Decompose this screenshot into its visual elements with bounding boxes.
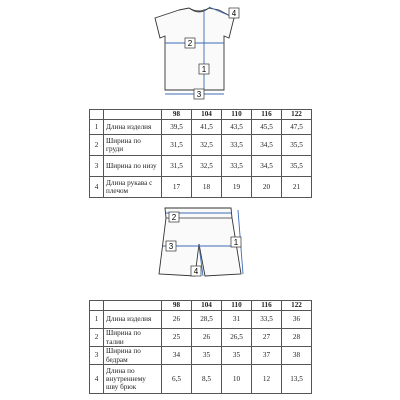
cell-value: 31	[222, 311, 252, 329]
table-row	[90, 311, 312, 329]
tshirt-marker-4	[229, 8, 239, 18]
cell-value: 28,5	[192, 311, 222, 329]
row-label: Длина изделия	[104, 120, 162, 135]
tshirt-outline	[155, 8, 234, 90]
table-header-row	[90, 110, 312, 120]
cell-value: 27	[252, 329, 282, 347]
cell-value: 32,5	[192, 156, 222, 177]
row-label: Ширина по низу	[104, 156, 162, 177]
cell-value: 36	[282, 311, 312, 329]
cell-value: 18	[192, 177, 222, 198]
cell-value: 28	[282, 329, 312, 347]
header-size: 122	[282, 110, 312, 120]
row-number: 3	[90, 156, 104, 177]
cell-value: 32,5	[192, 135, 222, 156]
header-size: 116	[252, 110, 282, 120]
cell-value: 35	[222, 347, 252, 365]
row-number: 2	[90, 329, 104, 347]
cell-value: 21	[282, 177, 312, 198]
table-header-row	[90, 301, 312, 311]
header-empty	[104, 301, 162, 311]
row-number: 1	[90, 311, 104, 329]
tshirt-marker-2	[185, 38, 195, 48]
header-empty	[104, 110, 162, 120]
row-label: Ширина по талии	[104, 329, 162, 347]
table-row	[90, 329, 312, 347]
svg-text:1: 1	[201, 65, 207, 74]
cell-value: 39,5	[162, 120, 192, 135]
tshirt-svg	[132, 4, 266, 100]
cell-value: 25	[162, 329, 192, 347]
row-label: Длина изделия	[104, 311, 162, 329]
cell-value: 33,5	[222, 135, 252, 156]
cell-value: 26	[192, 329, 222, 347]
cell-value: 33,5	[252, 311, 282, 329]
row-label: Длина по внутреннему шву брюк	[104, 365, 162, 394]
row-number: 4	[90, 365, 104, 394]
tshirt-marker-1	[199, 64, 209, 74]
header-size: 104	[192, 110, 222, 120]
row-number: 4	[90, 177, 104, 198]
shorts-marker-1	[231, 237, 241, 247]
tshirt-size-table	[89, 109, 312, 198]
tshirt-measurement-diagram	[132, 4, 266, 100]
shorts-marker-4	[191, 266, 201, 276]
cell-value: 6,5	[162, 365, 192, 394]
cell-value: 33,5	[222, 156, 252, 177]
cell-value: 34	[162, 347, 192, 365]
header-empty	[90, 110, 104, 120]
tshirt-marker-3	[194, 89, 204, 99]
shorts-size-table	[89, 300, 312, 394]
svg-text:3: 3	[168, 242, 174, 251]
row-label: Длина рукава с плечом	[104, 177, 162, 198]
table-row	[90, 120, 312, 135]
cell-value: 17	[162, 177, 192, 198]
header-size: 116	[252, 301, 282, 311]
header-size: 98	[162, 301, 192, 311]
cell-value: 35,5	[282, 135, 312, 156]
cell-value: 34,5	[252, 156, 282, 177]
shorts-measurement-diagram	[145, 204, 255, 292]
cell-value: 34,5	[252, 135, 282, 156]
cell-value: 45,5	[252, 120, 282, 135]
cell-value: 41,5	[192, 120, 222, 135]
cell-value: 35	[192, 347, 222, 365]
shorts-svg	[145, 204, 255, 292]
cell-value: 47,5	[282, 120, 312, 135]
row-number: 3	[90, 347, 104, 365]
cell-value: 37	[252, 347, 282, 365]
cell-value: 12	[252, 365, 282, 394]
shorts-marker-2	[169, 212, 179, 222]
cell-value: 35,5	[282, 156, 312, 177]
cell-value: 31,5	[162, 135, 192, 156]
svg-text:2: 2	[187, 39, 193, 48]
cell-value: 31,5	[162, 156, 192, 177]
cell-value: 19	[222, 177, 252, 198]
svg-text:4: 4	[193, 267, 199, 276]
row-number: 1	[90, 120, 104, 135]
header-size: 122	[282, 301, 312, 311]
header-size: 110	[222, 110, 252, 120]
cell-value: 43,5	[222, 120, 252, 135]
cell-value: 26,5	[222, 329, 252, 347]
header-size: 104	[192, 301, 222, 311]
cell-value: 8,5	[192, 365, 222, 394]
header-size: 110	[222, 301, 252, 311]
shorts-marker-3	[166, 241, 176, 251]
table-row	[90, 177, 312, 198]
header-empty	[90, 301, 104, 311]
svg-text:2: 2	[171, 213, 177, 222]
table-row	[90, 365, 312, 394]
row-label: Ширина по груди	[104, 135, 162, 156]
cell-value: 38	[282, 347, 312, 365]
svg-text:1: 1	[233, 238, 239, 247]
svg-text:4: 4	[231, 9, 237, 18]
cell-value: 10	[222, 365, 252, 394]
header-size: 98	[162, 110, 192, 120]
row-label: Ширина по бедрам	[104, 347, 162, 365]
svg-text:3: 3	[196, 90, 202, 99]
row-number: 2	[90, 135, 104, 156]
cell-value: 13,5	[282, 365, 312, 394]
cell-value: 20	[252, 177, 282, 198]
table-row	[90, 156, 312, 177]
table-row	[90, 135, 312, 156]
cell-value: 26	[162, 311, 192, 329]
table-row	[90, 347, 312, 365]
